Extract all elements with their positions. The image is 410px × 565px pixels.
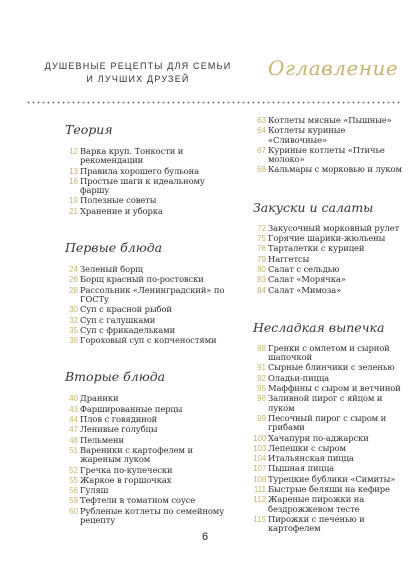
toc-entry-page-number: 103 (253, 443, 267, 453)
toc-section (253, 190, 403, 295)
toc-entry-title: Салат с сельдью (268, 263, 340, 274)
toc-entry-title: Борщ красный по-ростовски (80, 274, 204, 285)
toc-entry-page-number: 84 (257, 285, 266, 295)
toc-entry-page-number: 55 (69, 475, 78, 485)
toc-entry-page-number: 108 (253, 474, 267, 484)
toc-entry-page-number: 72 (257, 223, 266, 233)
toc-entry[interactable] (65, 265, 233, 274)
toc-entry-title: Горячие шарики-жюльены (268, 233, 386, 244)
toc-entry-page-number: 95 (257, 384, 266, 394)
toc-entry[interactable] (65, 446, 233, 465)
toc-entry-title: Простые шаги к идеальному фаршу (80, 175, 205, 196)
toc-entry-title: Правила хорошего бульона (80, 165, 200, 176)
toc-entry[interactable] (253, 444, 403, 453)
book-subtitle (38, 60, 238, 86)
toc-entry[interactable] (253, 344, 403, 363)
toc-entry-list (65, 394, 233, 525)
toc-entry[interactable] (65, 394, 233, 403)
toc-entry-page-number: 111 (253, 485, 266, 495)
toc-entry[interactable] (65, 425, 233, 434)
toc-entry[interactable] (253, 146, 403, 165)
toc-entry-title: Тарталетки с курицей (268, 243, 365, 254)
toc-section (253, 112, 403, 175)
toc-entry-list (253, 116, 403, 175)
toc-entry-page-number: 88 (257, 343, 266, 353)
toc-entry-page-number: 76 (257, 244, 266, 254)
toc-entry-page-number: 75 (257, 234, 266, 244)
toc-entry-title: Наггетсы (268, 253, 310, 264)
toc-entry[interactable] (253, 363, 403, 372)
toc-entry[interactable] (65, 207, 233, 216)
toc-entry-title: Салат «Мимоза» (268, 284, 342, 295)
toc-entry-title: Итальянская пицца (268, 453, 354, 464)
section-title: Теория (65, 122, 113, 137)
toc-entry-page-number: 13 (69, 166, 78, 176)
toc-entry-page-number: 107 (253, 464, 267, 474)
toc-entry-page-number: 44 (69, 415, 78, 425)
toc-entry[interactable] (65, 286, 233, 305)
toc-entry-title: Песочный пирог с сыром и грибами (268, 412, 387, 433)
toc-entry-page-number: 60 (69, 506, 78, 516)
toc-entry-title: Оладьи-пицца (268, 372, 330, 383)
toc-entry-page-number: 104 (253, 454, 267, 464)
toc-entry-title: Котлеты куриные «Сливочные» (268, 125, 346, 145)
toc-entry[interactable] (253, 374, 403, 383)
toc-entry-page-number: 91 (257, 363, 266, 373)
toc-entry-title: Пельмени (80, 434, 124, 445)
toc-entry-page-number: 24 (69, 265, 78, 275)
toc-entry-page-number: 40 (69, 394, 78, 404)
toc-entry[interactable] (253, 286, 403, 295)
toc-entry-title: Плов с говядиной (80, 414, 158, 425)
toc-entry-page-number: 64 (257, 126, 266, 136)
toc-entry-title: Драники (80, 393, 119, 404)
toc-entry-title: Вареники с картофелем и жареным луком (80, 444, 193, 465)
toc-entry[interactable] (253, 414, 403, 433)
toc-entry-title: Лепешки с сыром (268, 442, 346, 453)
section-title: Первые блюда (65, 240, 163, 256)
toc-entry-title: Заливной пирог с яйцом и луком (268, 393, 383, 413)
toc-entry[interactable] (65, 415, 233, 424)
toc-entry-title: Быстрые беляши на кефире (268, 484, 390, 495)
toc-entry[interactable] (65, 507, 233, 526)
toc-entry[interactable] (65, 316, 233, 325)
toc-entry-title: Куриные котлеты «Птичье молоко» (268, 144, 385, 165)
toc-entry[interactable] (65, 326, 233, 335)
toc-entry-title: Варка круп. Тонкости и рекомендации (80, 146, 184, 166)
toc-entry-page-number: 100 (253, 433, 267, 443)
toc-entry[interactable] (65, 496, 233, 505)
toc-entry[interactable] (65, 167, 233, 176)
toc-entry-title: Тефтели в томатном соусе (80, 495, 196, 506)
page-title: Оглавление (268, 56, 399, 80)
toc-entry-page-number: 26 (69, 275, 78, 285)
toc-entry[interactable] (253, 234, 403, 243)
toc-entry-page-number: 47 (69, 425, 78, 435)
toc-entry[interactable] (65, 336, 233, 345)
toc-entry-page-number: 28 (69, 285, 78, 295)
toc-section (65, 112, 233, 216)
toc-entry-page-number: 99 (257, 413, 266, 423)
toc-entry[interactable] (65, 436, 233, 445)
toc-entry[interactable] (65, 305, 233, 314)
toc-entry-title: Турецкие бублики «Симиты» (268, 473, 396, 484)
toc-entry-title: Жареные пирожки на бездрожжевом тесте (268, 494, 365, 514)
right-column (253, 112, 403, 535)
toc-entry[interactable] (253, 165, 403, 174)
toc-entry-list (65, 147, 233, 216)
toc-entry[interactable] (65, 177, 233, 196)
toc-section (253, 310, 403, 534)
toc-entry-title: Маффины с сыром и ветчиной (268, 383, 401, 394)
toc-entry-title: Гренки с омлетом и сырной шапочкой (268, 342, 390, 363)
toc-entry-title: Рубленые котлеты по семейному рецепту (80, 505, 225, 526)
toc-entry[interactable] (253, 454, 403, 463)
toc-entry-page-number: 67 (257, 145, 266, 155)
toc-entry-page-number: 63 (257, 116, 266, 125)
toc-entry[interactable] (65, 196, 233, 205)
toc-entry-title: Рассольник «Ленинградский» по ГОСТу (80, 284, 225, 304)
toc-entry[interactable] (253, 495, 403, 514)
toc-entry-title: Гороховый суп с копченостями (80, 335, 217, 346)
toc-entry[interactable] (253, 116, 403, 125)
toc-entry[interactable] (65, 486, 233, 495)
toc-entry[interactable] (253, 255, 403, 264)
toc-entry-title: Суп с галушками (80, 314, 156, 325)
toc-entry[interactable] (253, 384, 403, 393)
toc-entry[interactable] (253, 244, 403, 253)
page-number: 6 (201, 531, 209, 543)
toc-entry-title: Пышная пицца (268, 463, 335, 474)
toc-entry-page-number: 35 (69, 325, 78, 335)
toc-entry-title: Ленивые голубцы (80, 424, 158, 435)
section-title: Вторые блюда (65, 369, 166, 385)
toc-entry-title: Зеленый борщ (80, 264, 143, 275)
toc-entry-page-number: 36 (69, 336, 78, 346)
toc-entry-page-number: 21 (69, 206, 78, 216)
toc-section (65, 230, 233, 345)
toc-entry[interactable] (253, 394, 403, 413)
toc-entry-page-number: 68 (257, 165, 266, 175)
toc-entry-title: Суп с красной рыбой (80, 304, 172, 315)
toc-entry-page-number: 92 (257, 373, 266, 383)
toc-entry-title: Суп с фрикадельками (80, 324, 176, 335)
toc-entry[interactable] (65, 275, 233, 284)
toc-section (65, 359, 233, 525)
left-column (65, 112, 233, 526)
toc-entry-title: Гуляш (80, 485, 109, 496)
toc-entry-page-number: 83 (257, 275, 266, 285)
toc-entry-title: Полезные советы (80, 195, 157, 206)
toc-entry[interactable] (253, 275, 403, 284)
toc-entry-title: Котлеты мясные «Пышные» (268, 115, 392, 125)
toc-entry-list (253, 224, 403, 295)
toc-entry-page-number: 43 (69, 404, 78, 414)
toc-entry[interactable] (253, 475, 403, 484)
toc-entry-page-number: 115 (253, 514, 266, 524)
toc-entry-title: Хачапури по-аджарски (268, 432, 369, 443)
toc-entry-title: Пирожки с печенью и картофелем (268, 513, 365, 534)
toc-entry-page-number: 96 (257, 394, 266, 404)
toc-entry-title: Гречка по-купечески (80, 464, 173, 475)
section-title: Несладкая выпечка (253, 319, 385, 335)
toc-entry-page-number: 12 (69, 147, 78, 156)
toc-entry-page-number: 48 (69, 435, 78, 445)
toc-entry-page-number: 56 (69, 486, 78, 496)
toc-entry[interactable] (253, 224, 403, 233)
toc-entry-title: Фаршированные перцы (80, 403, 183, 414)
toc-entry-page-number: 30 (69, 305, 78, 315)
toc-entry-page-number: 19 (69, 196, 78, 206)
toc-entry[interactable] (65, 405, 233, 414)
toc-entry-page-number: 79 (257, 254, 266, 264)
toc-entry[interactable] (253, 434, 403, 443)
toc-entry-title: Кальмары с морковью и луком (268, 164, 402, 175)
toc-entry[interactable] (65, 476, 233, 485)
toc-entry-list (65, 265, 233, 345)
toc-entry-page-number: 59 (69, 496, 78, 506)
toc-entry-page-number: 112 (253, 495, 266, 505)
subtitle-line-2: И ЛУЧШИХ ДРУЗЕЙ (86, 74, 190, 84)
toc-entry[interactable] (253, 126, 403, 145)
toc-entry-page-number: 32 (69, 315, 78, 325)
subtitle-line-1: ДУШЕВНЫЕ РЕЦЕПТЫ ДЛЯ СЕМЬИ (44, 61, 232, 71)
toc-entry[interactable] (253, 464, 403, 473)
toc-entry[interactable] (65, 147, 233, 166)
toc-entry-title: Жаркое в горшочках (80, 474, 172, 485)
toc-entry[interactable] (253, 485, 403, 494)
toc-entry[interactable] (253, 265, 403, 274)
toc-entry-list (253, 344, 403, 534)
toc-entry-page-number: 16 (69, 176, 78, 186)
toc-entry-title: Хранение и уборка (80, 205, 163, 216)
toc-entry-title: Закусочный морковный рулет (268, 222, 400, 233)
dotted-divider (26, 101, 400, 104)
toc-entry-page-number: 80 (257, 264, 266, 274)
toc-entry-title: Салат «Морячка» (268, 274, 346, 285)
toc-entry-page-number: 52 (69, 465, 78, 475)
section-title: Закуски и салаты (253, 199, 374, 215)
toc-entry-page-number: 51 (69, 445, 78, 455)
toc-entry-title: Сырные блинчики с зеленью (268, 362, 395, 373)
toc-entry[interactable] (65, 466, 233, 475)
